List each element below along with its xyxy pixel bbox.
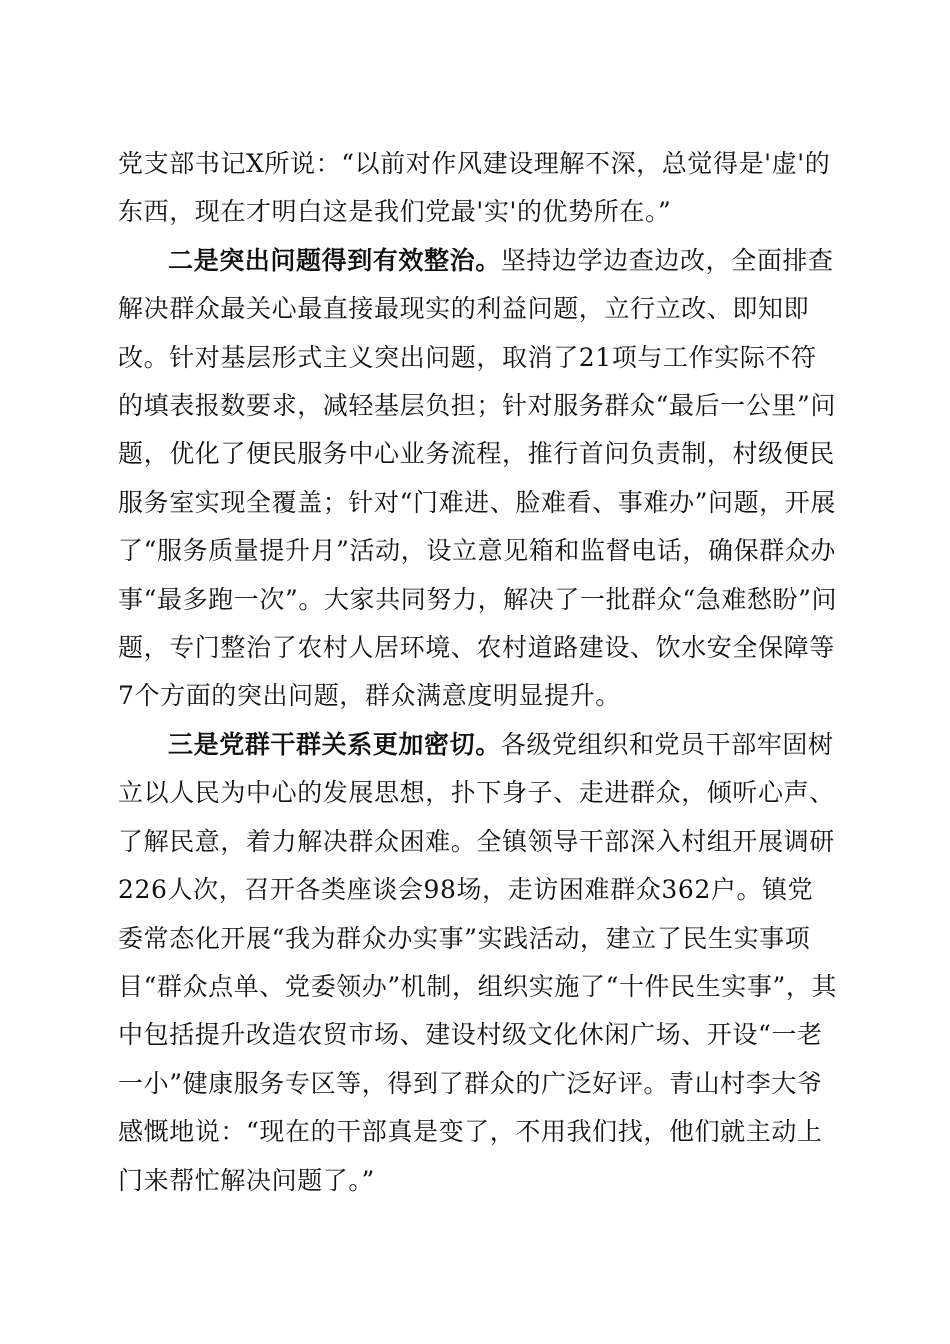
paragraph-text: 党支部书记X所说：“以前对作风建设理解不深，总觉得是'虚'的东西，现在才明白这是我们党最'实'的优势所在。” — [118, 149, 831, 227]
paragraph-problem-rectification — [118, 237, 838, 721]
paragraph-party-mass-relations — [118, 721, 838, 1205]
paragraph-text: 坚持边学边查边改，全面排查解决群众最关心最直接最现实的利益问题，立行立改、即知即改。针对基层形式主义突出问题，取消了21项与工作实际不符的填表报数要求，减轻基层负担；针对服务群众“最后一公里”问题，优化了便民服务中心业务流程，推行首问负责制，村级便民服务室实现全覆盖；针对“门难进、脸难看、事难办”问题，开展了“服务质量提升月”活动，设立意见箱和监督电话，确保群众办事“最多跑一次”。大家共同努力，解决了一批群众“急难愁盼”问题，专门整治了农村人居环境、农村道路建设、饮水安全保障等7个方面的突出问题，群众满意度明显提升。 — [118, 245, 838, 711]
paragraph-continuation — [118, 140, 838, 237]
paragraph-lead: 三是党群干群关系更加密切。 — [168, 729, 501, 759]
paragraph-lead: 二是突出问题得到有效整治。 — [168, 245, 501, 275]
paragraph-text: 各级党组织和党员干部牢固树立以人民为中心的发展思想，扑下身子、走进群众，倾听心声、了解民意，着力解决群众困难。全镇领导干部深入村组开展调研226人次，召开各类座谈会98场，走访困难群众362户。镇党委常态化开展“我为群众办实事”实践活动，建立了民生实事项目“群众点单、党委领办”机制，组织实施了“十件民生实事”，其中包括提升改造农贸市场、建设村级文化休闲广场、开设“一老一小”健康服务专区等，得到了群众的广泛好评。青山村李大爷感慨地说：“现在的干部真是变了，不用我们找，他们就主动上门来帮忙解决问题了。” — [118, 729, 838, 1195]
document-body — [118, 140, 838, 1205]
